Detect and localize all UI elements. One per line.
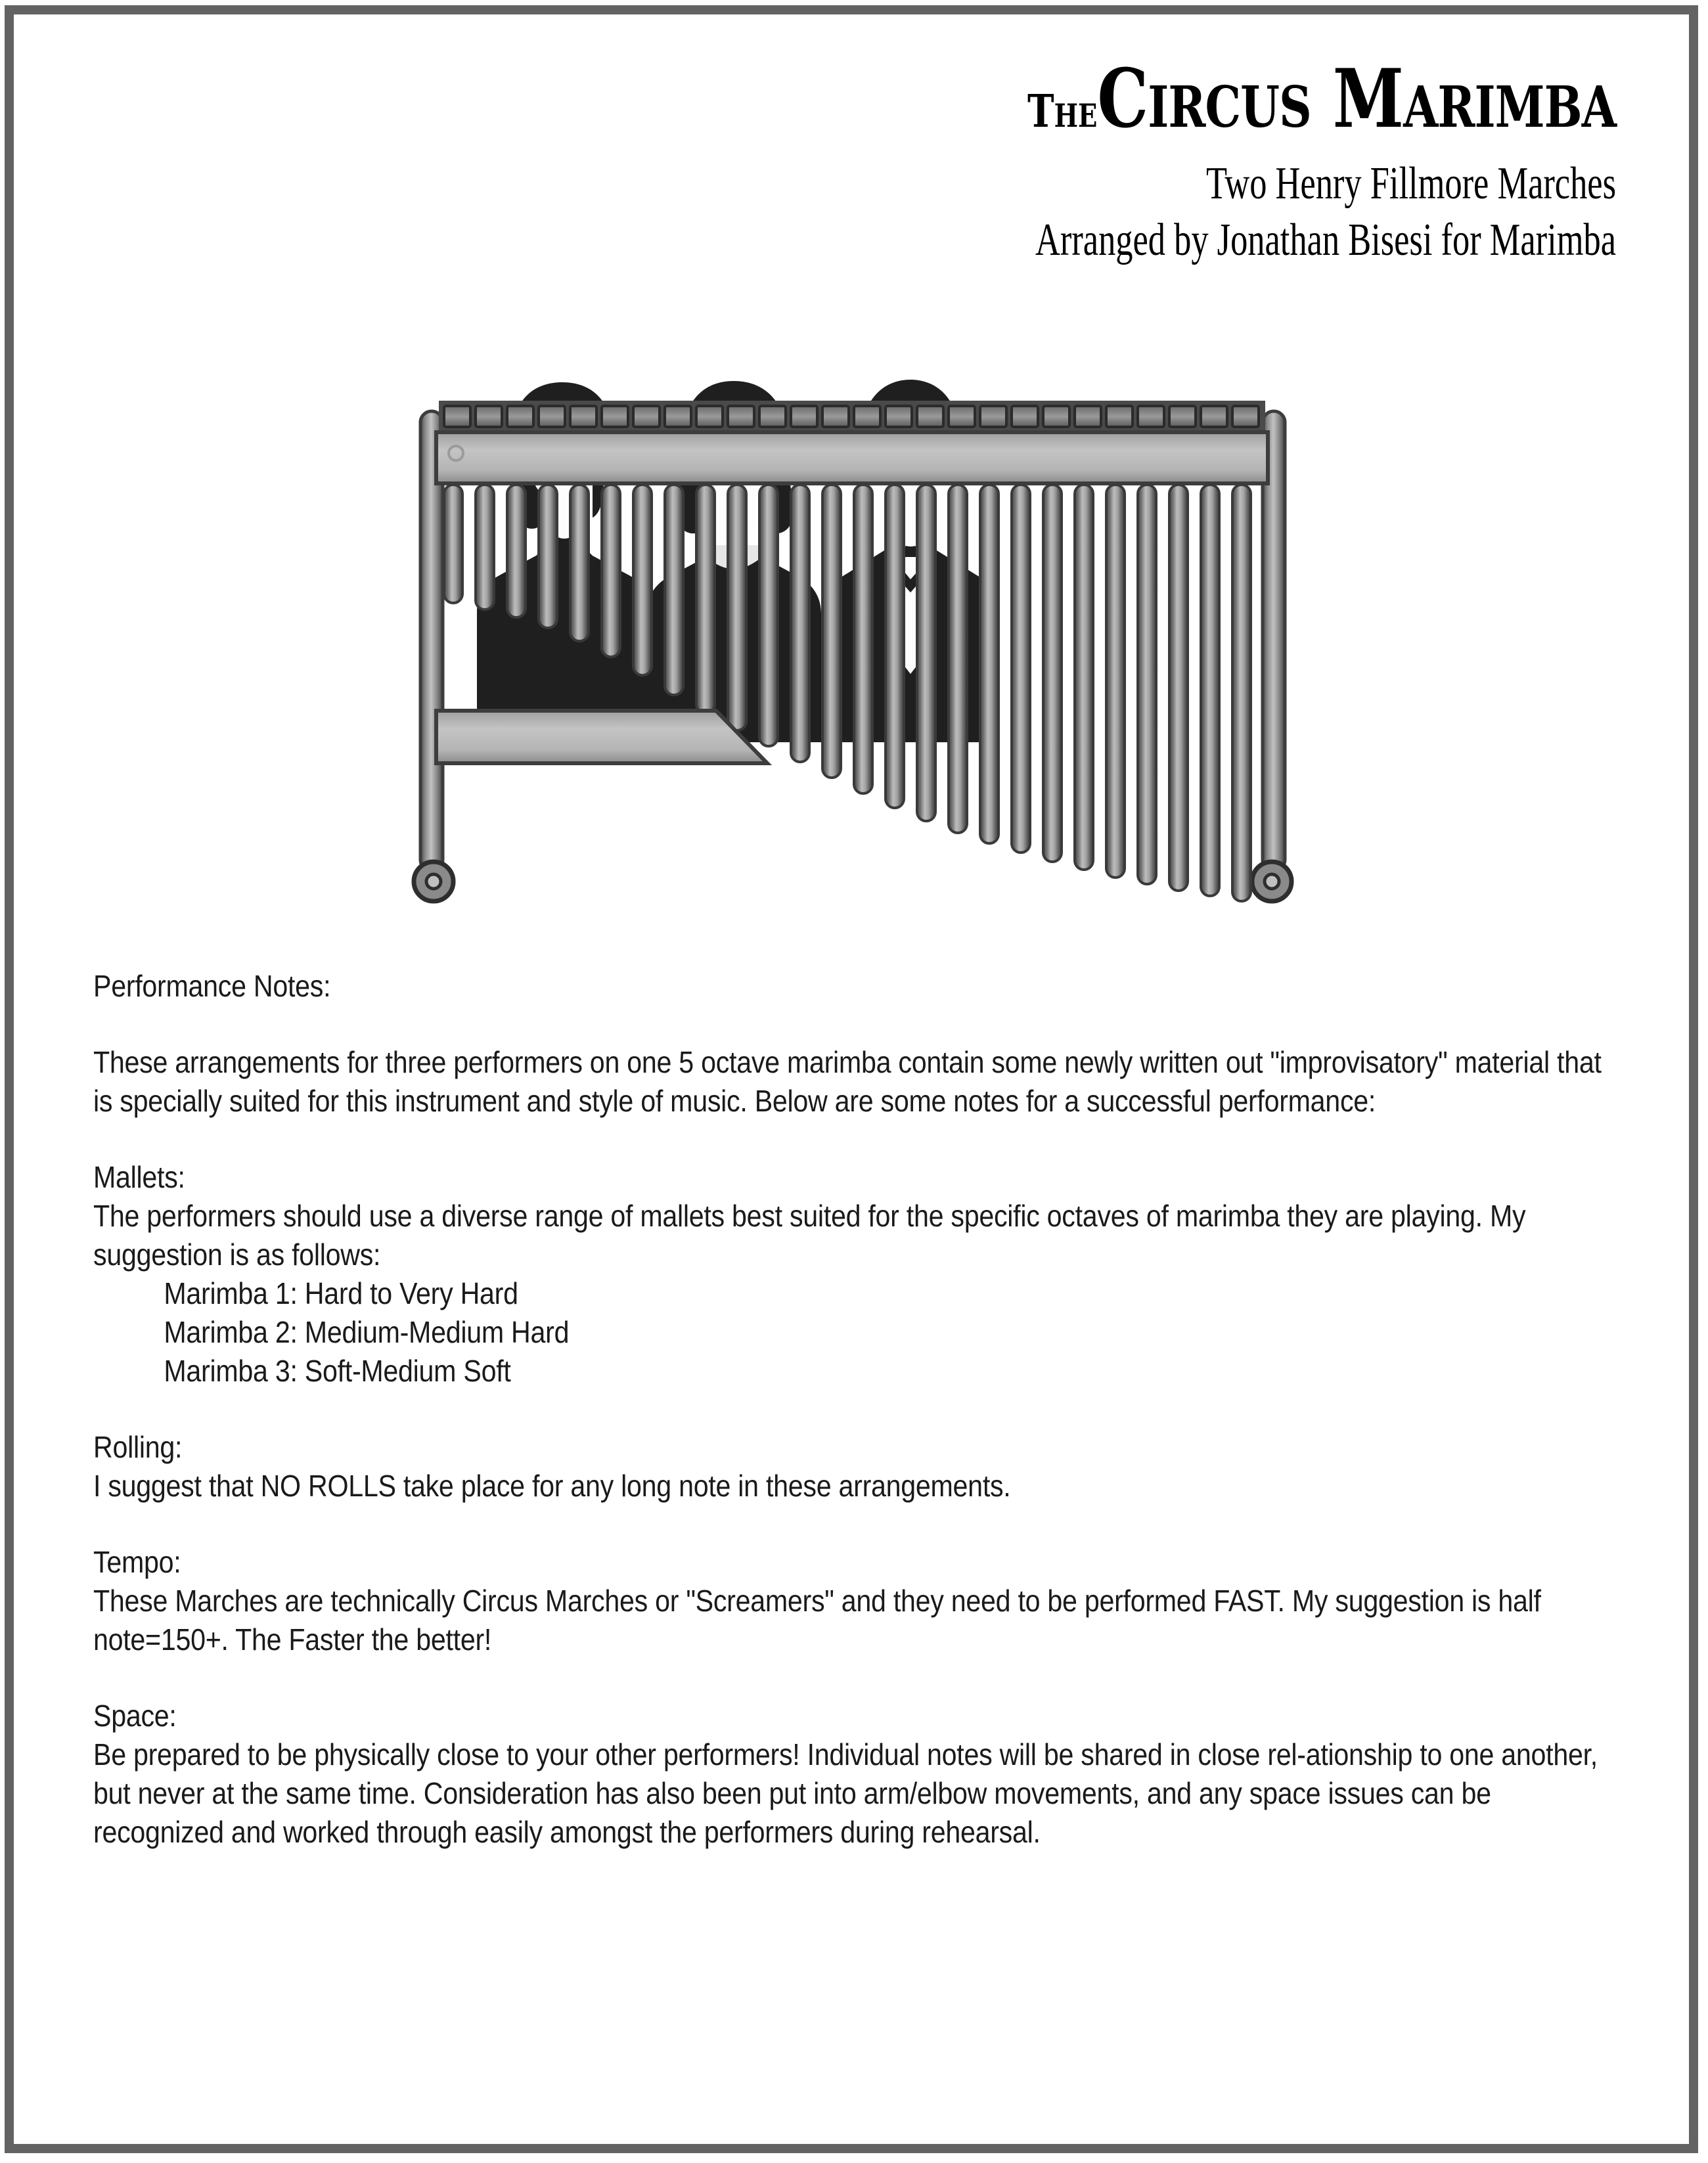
mallet-item-marimba-3: Marimba 3: Soft-Medium Soft (164, 1354, 511, 1388)
notes-intro: These arrangements for three performers on one 5 octave marimba contain some newly written out "improvisatory" material that is specially suited for this instrument and style of music. Below are some notes for a successful performance: (93, 1045, 1602, 1118)
performance-notes (93, 967, 1617, 1852)
byline: Arranged by Jonathan Bisesi for Marimba (1035, 214, 1616, 265)
marimba-upper-rail (436, 432, 1268, 483)
marimba-lower-rail (436, 711, 767, 763)
page-title-lead: The (1027, 85, 1098, 138)
section-body-tempo: These Marches are technically Circus Marches or "Screamers" and they need to be performed FAST. My suggestion is half note=150+. The Faster the better! (93, 1584, 1541, 1657)
subtitle: Two Henry Fillmore Marches (1205, 158, 1616, 210)
section-body-rolling: I suggest that NO ROLLS take place for any long note in these arrangements. (93, 1469, 1011, 1503)
spacer (93, 1505, 1617, 1543)
title-block (565, 51, 1616, 265)
spacer (93, 1121, 1617, 1158)
page-title (628, 51, 1616, 146)
section-body-space: Be prepared to be physically close to your other performers! Individual notes will be shared in close rel-ationship to one another, but never at the same time. Consideration has also been put into arm/elbow movements, and any space issues can be recognized and worked through easily amongst the performers during rehearsal. (93, 1737, 1598, 1849)
mallet-item-marimba-2: Marimba 2: Medium-Medium Hard (164, 1315, 570, 1349)
spacer (93, 1659, 1617, 1697)
spacer (93, 1006, 1617, 1043)
section-title-rolling: Rolling: (93, 1430, 183, 1464)
section-body-mallets: The performers should use a diverse range of mallets best suited for the specific octaves of marimba they are playing. My suggestion is as follows: (93, 1199, 1526, 1272)
section-title-mallets: Mallets: (93, 1160, 185, 1194)
marimba-illustration (407, 348, 1301, 926)
mallet-item-marimba-1: Marimba 1: Hard to Very Hard (164, 1276, 518, 1310)
marimba-bars (439, 401, 1265, 432)
notes-heading: Performance Notes: (93, 969, 331, 1003)
section-title-space: Space: (93, 1699, 177, 1733)
marimba-illustration-svg (407, 348, 1301, 926)
page-title-main: Circus Marimba (1097, 51, 1616, 146)
section-title-tempo: Tempo: (93, 1545, 181, 1579)
spacer (93, 1391, 1617, 1428)
